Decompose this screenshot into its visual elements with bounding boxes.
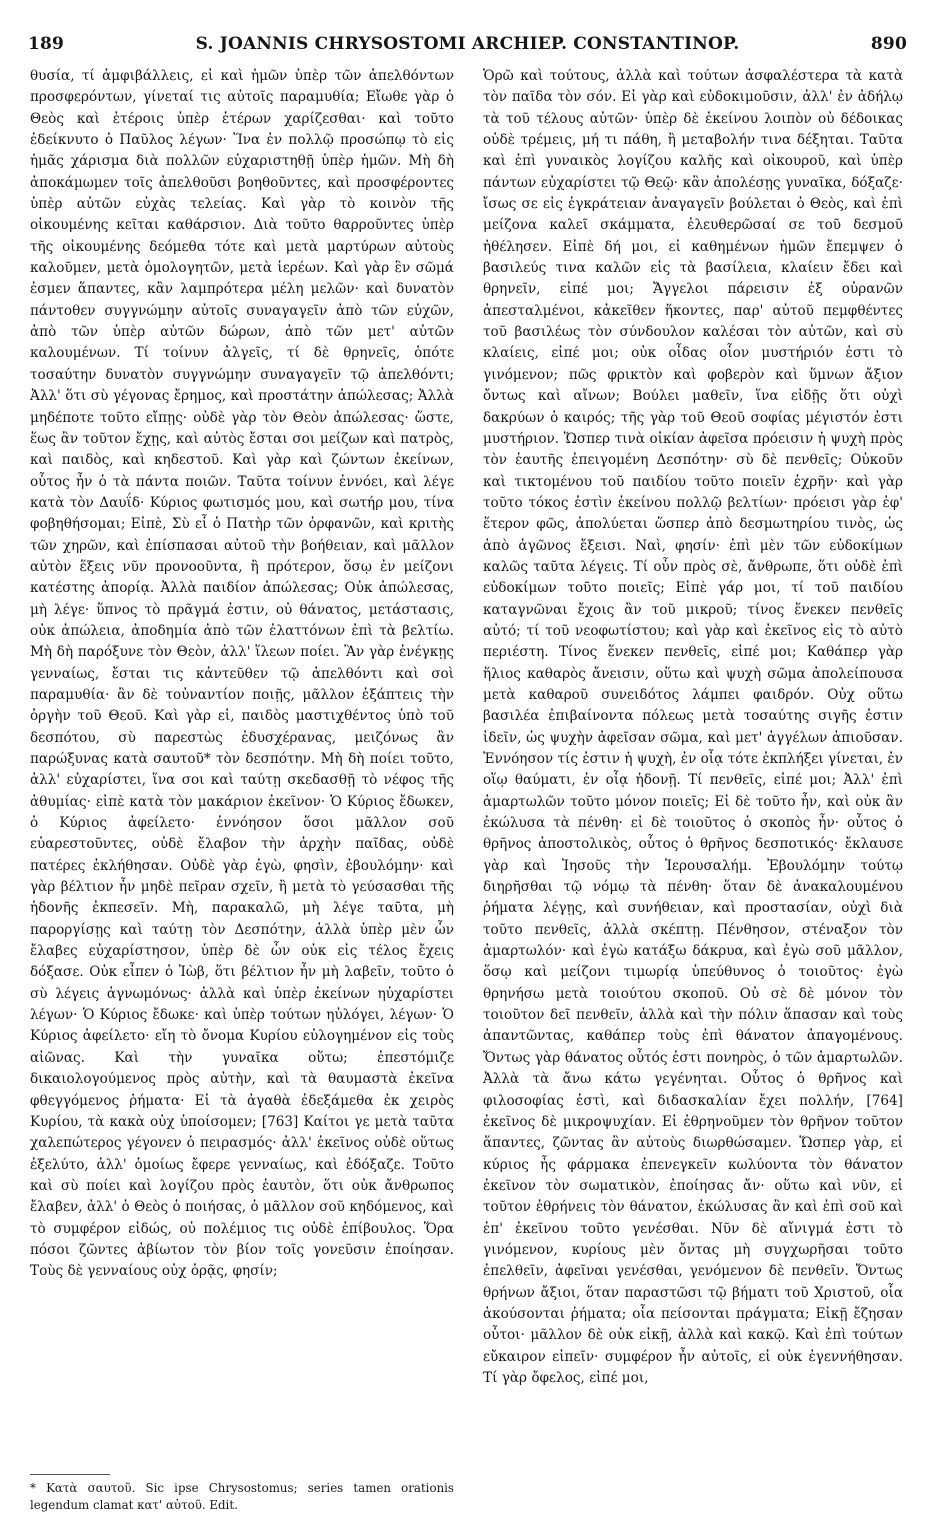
page-number-left: 189 xyxy=(28,34,65,54)
left-column-paragraph: θυσία, τί ἀμφιβάλλεις, εἰ καὶ ἡμῶν ὑπὲρ τῶν ἀπελθόντων προσφερόντων, γίνεταί τις αὐτοῖς παραμυθία; Εἴωθε γὰρ ὁ Θεὸς καὶ ἑτέροις ὑπὲρ ἑτέρων χαρίζεσθαι· καὶ τοῦτο ἐδείκνυτο ὁ Παῦλος λέγων· Ἵνα ἐν πολλῷ προσώπῳ τὸ εἰς ἡμᾶς χάρισμα διὰ πολλῶν εὐχαριστηθῇ ὑπὲρ ἡμῶν. Μὴ δὴ ἀποκάμωμεν τοῖς ἀπελθοῦσι βοηθοῦντες, καὶ προσφέροντες ὑπὲρ αὐτῶν εὐχὰς τελείας. Καὶ γὰρ τὸ κοινὸν τῆς οἰκουμένης κεῖται καθάρσιον. Διὰ τοῦτο θαρροῦντες ὑπὲρ τῆς οἰκουμένης δεόμεθα τότε καὶ μετὰ μαρτύρων αὐτοὺς καλοῦμεν, μετὰ ὁμολογητῶν, μετὰ ἱερέων. Καὶ γὰρ ἓν σῶμά ἐσμεν ἅπαντες, κἂν λαμπρότερα μέλη μελῶν· καὶ δυνατὸν πάντοθεν συγγνώμην αὐτοῖς συναγαγεῖν ἀπὸ τῶν εὐχῶν, ἀπὸ τῶν ὑπὲρ αὐτῶν δώρων, ἀπὸ τῶν μετ' αὐτῶν καλουμένων. Τί τοίνυν ἀλγεῖς, τί δὲ θρηνεῖς, ὁπότε τοσαύτην δυνατὸν συγγνώμην συναγαγεῖν τῷ ἀπελθόντι; Ἀλλ' ὅτι σὺ γέγονας ἔρημος, καὶ προστάτην ἀπώλεσας; Ἀλλὰ μηδέποτε τοῦτο εἴπῃς· οὐδὲ γὰρ τὸν Θεὸν ἀπώλεσας· ὥστε, ἕως ἂν τοῦτον ἔχῃς, καὶ αὐτὸς ἔσται σοι μείζων καὶ πατρὸς, καὶ παιδὸς, καὶ κηδεστοῦ. Καὶ γὰρ καὶ ζώντων ἐκείνων, οὗτος ἦν ὁ τὰ πάντα ποιῶν. Ταῦτα τοίνυν ἐννόει, καὶ λέγε κατὰ τὸν Δαυΐδ· Κύριος φωτισμός μου, καὶ σωτήρ μου, τίνα φοβηθήσομαι; Εἰπὲ, Σὺ εἶ ὁ Πατὴρ τῶν ὀρφανῶν, καὶ κριτὴς τῶν χηρῶν, καὶ ἐπίσπασαι αὐτοῦ τὴν βοήθειαν, καὶ μᾶλλον αὐτὸν ἕξεις νῦν προνοοῦντα, ἢ πρότερον, ὅσῳ ἐν μείζονι κατέστης ἀπορίᾳ. Ἀλλὰ παιδίον ἀπώλεσας; Οὐκ ἀπώλεσας, μὴ λέγε· ὕπνος τὸ πρᾶγμά ἐστιν, οὐ θάνατος, μετάστασις, οὐκ ἀπώλεια, ἀποδημία ἀπὸ τῶν ἐλαττόνων ἐπὶ τὰ βελτίω. Μὴ δὴ παρόξυνε τὸν Θεὸν, ἀλλ' ἵλεων ποίει. Ἂν γὰρ ἐνέγκῃς γενναίως, ἔσται τις κἀντεῦθεν τῷ ἀπελθόντι καὶ σοὶ παραμυθία· ἂν δὲ τοὐναντίον ποιῇς, μᾶλλον ἐξάπτεις τὴν ὀργὴν τοῦ Θεοῦ. Καὶ γὰρ εἰ, παιδὸς μαστιχθέντος ὑπὸ τοῦ δεσπότου, σὺ παρεστὼς ἐδυσχέρανας, μειζόνως ἂν παρώξυνας κατὰ σαυτοῦ* τὸν δεσπότην. Μὴ δὴ ποίει τοῦτο, ἀλλ' εὐχαρίστει, ἵνα σοι καὶ ταύτῃ σκεδασθῇ τὸ νέφος τῆς ἀθυμίας· εἰπὲ κατὰ τὸν μακάριον ἐκεῖνον· Ὁ Κύριος ἔδωκεν, ὁ Κύριος ἀφείλετο· ἐννόησον ὅσοι μᾶλλον σοῦ εὐαρεστοῦντες, οὐδὲ ἔλαβον τὴν ἀρχὴν παῖδας, οὐδὲ πατέρες ἐκλήθησαν. Οὐδὲ γὰρ ἐγὼ, φησὶν, ἐβουλόμην· καὶ γὰρ βέλτιον ἦν μηδὲ πεῖραν σχεῖν, ἢ μετὰ τὸ γεύσασθαι τῆς ἡδονῆς ἐκπεσεῖν. Μὴ, παρακαλῶ, μὴ λέγε ταῦτα, μὴ παροργίσῃς καὶ ταύτῃ τὸν Δεσπότην, ἀλλὰ ὑπὲρ μὲν ὧν ἔλαβες εὐχαρίστησον, ὑπὲρ δὲ ὧν οὐκ εἰς τέλος ἔχεις δόξασε. Οὐκ εἶπεν ὁ Ἰὼβ, ὅτι βέλτιον ἦν μὴ λαβεῖν, τοῦτο ὁ σὺ λέγεις ἀγνωμόνως· ἀλλὰ καὶ ὑπὲρ ἐκείνων ηὐχαρίστει λέγων· Ὁ Κύριος ἔδωκε· καὶ ὑπὲρ τούτων ηὐλόγει, λέγων· Ὁ Κύριος ἀφείλετο· εἴη τὸ ὄνομα Κυρίου εὐλογημένον εἰς τοὺς αἰῶνας. Καὶ τὴν γυναῖκα οὕτω; ἐπεστόμιζε δικαιολογούμενος πρὸς αὐτὴν, καὶ τὰ θαυμαστὰ ἐκεῖνα φθεγγόμενος ῥήματα· Εἰ τὰ ἀγαθὰ ἐδεξάμεθα ἐκ χειρὸς Κυρίου, τὰ κακὰ οὐχ ὑποίσομεν; [763] Καίτοι γε μετὰ ταῦτα χαλεπώτερος γέγονεν ὁ πειρασμός· ἀλλ' ἐκεῖνος οὐδὲ οὕτως ἐξελύτο, ἀλλ' ὁμοίως ἔφερε γενναίως, καὶ ἐδόξαζε. Τοῦτο καὶ σὺ ποίει καὶ λογίζου πρὸς ἑαυτὸν, ὅτι οὐκ ἄνθρωπος ἔλαβεν, ἀλλ' ὁ Θεὸς ὁ ποιήσας, ὁ μᾶλλον σοῦ κηδόμενος, καὶ τὸ συμφέρον εἰδώς, οὐ πολέμιος τις οὐδὲ ἐπίβουλος. Ὅρα πόσοι ζῶντες ἀβίωτον τὸν βίον τοῖς γονεῦσιν ἐποίησαν. Τοὺς δὲ γενναίους οὐχ ὁρᾷς, φησίν; xyxy=(30,68,454,1280)
page-number-right: 890 xyxy=(870,34,907,54)
running-header xyxy=(28,34,907,58)
footnote-divider xyxy=(30,1474,110,1475)
right-text-column xyxy=(483,66,903,1389)
right-column-paragraph: Ὁρῶ καὶ τούτους, ἀλλὰ καὶ τούτων ἀσφαλέστερα τὰ κατὰ τὸν παῖδα τὸν σόν. Εἰ γὰρ καὶ εὐδοκιμοῦσιν, ἀλλ' ἐν ἀδήλῳ τὰ τοῦ τέλους αὐτῶν· ὑπὲρ δὲ ἐκείνου λοιπὸν οὐ δέδοικας οὐδὲ τρέμεις, μή τι πάθη, ἢ μεταβολήν τινα δέξηται. Ταῦτα καὶ ἐπὶ γυναικὸς λογίζου καλῆς καὶ οἰκουροῦ, καὶ ὑπὲρ πάντων εὐχαρίστει τῷ Θεῷ· κἂν ἀπολέσῃς γυναῖκα, δόξαζε· ἴσως σε εἰς ἐγκράτειαν ἀναγαγεῖν βούλεται ὁ Θεὸς, καὶ ἐπὶ μείζονα καλεῖ σκάμματα, ἐλευθερῶσαί σε τοῦ δεσμοῦ ἠθέλησεν. Εἰπὲ δή μοι, εἰ καθημένων ἡμῶν ἔπεμψεν ὁ βασιλεύς τινα καλῶν εἰς τὰ βασίλεια, κλαίειν ἔδει καὶ θρηνεῖν, εἰπέ μοι; Ἄγγελοι πάρεισιν ἐξ οὐρανῶν ἀπεσταλμένοι, κἀκεῖθεν ἥκοντες, παρ' αὐτοῦ πεμφθέντες τοῦ βασιλέως τὸν σύνδουλον καλέσαι τὸν αὐτῶν, καὶ σὺ κλαίεις, εἰπέ μοι; οὐκ οἶδας οἷον μυστήριόν ἐστι τὸ γινόμενον; πῶς φρικτὸν καὶ φοβερὸν καὶ ὕμνων ἄξιον ὄντως καὶ αἴνων; Βούλει μαθεῖν, ἵνα εἰδῇς ὅτι οὐχὶ δακρύων ὁ καιρός; τῆς γὰρ τοῦ Θεοῦ σοφίας μέγιστόν ἐστι μυστήριον. Ὥσπερ τινὰ οἰκίαν ἀφεῖσα πρόεισιν ἡ ψυχὴ πρὸς τὸν ἑαυτῆς ἐπειγομένη Δεσπότην· σὺ δὲ πενθεῖς; Οὐκοῦν καὶ τικτομένου τοῦ παιδίου τοῦτο ποιεῖν ἐχρῆν· καὶ γὰρ τοῦτο τόκος ἐστὶν ἐκείνου πολλῷ βελτίων· πρόεισι γὰρ ἐφ' ἕτερον φῶς, ἀπολύεται ὥσπερ ἀπὸ δεσμωτηρίου τινὸς, ὡς ἀπὸ ἀγῶνος ἔξεισι. Ναὶ, φησίν· ἐπὶ μὲν τῶν εὐδοκίμων καλῶς ταῦτα λέγεις. Τί οὖν πρὸς σὲ, ἄνθρωπε, ὅτι οὐδὲ ἐπὶ εὐδοκίμων τοῦτο ποιεῖς; Εἰπὲ γάρ μοι, τί τοῦ παιδίου καταγνῶναι ἔχοις ἂν τοῦ μικροῦ; τίνος ἕνεκεν πενθεῖς αὐτό; τί τοῦ νεοφωτίστου; καὶ γὰρ καὶ ἐκεῖνος εἰς τὸ αὐτὸ περιέστη. Τίνος ἕνεκεν πενθεῖς, εἰπέ μοι; Καθάπερ γὰρ ἥλιος καθαρὸς ἄνεισιν, οὕτω καὶ ψυχὴ σῶμα ἀπολείπουσα μετὰ καθαροῦ συνειδότος λάμπει φαιδρόν. Οὐχ οὕτω βασιλέα ἐπιβαίνοντα πόλεως μετὰ τοσαύτης σιγῆς ἐστιν ἰδεῖν, ὡς ψυχὴν ἀφεῖσαν σῶμα, καὶ μετ' ἀγγέλων ἀπιοῦσαν. Ἐννόησον τίς ἐστιν ἡ ψυχὴ, ἐν οἷᾳ τότε ἐκπλήξει γίνεται, ἐν οἵῳ θαύματι, ἐν οἷᾳ ἡδονῇ. Τί πενθεῖς, εἰπέ μοι; Ἀλλ' ἐπὶ ἁμαρτωλῶν τοῦτο μόνον ποιεῖς; Εἰ δὲ τοῦτο ἦν, καὶ οὐκ ἂν ἐκώλυσα τὰ πένθη· εἰ δὲ τοιοῦτος ὁ σκοπὸς ἦν· οὗτος ὁ θρῆνος ἀποστολικὸς, οὗτος ὁ θρῆνος δεσποτικός· ἔκλαυσε γὰρ καὶ Ἰησοῦς τὴν Ἱερουσαλήμ. Ἐβουλόμην τούτῳ διηρῆσθαι τῷ νόμῳ τὰ πένθη· ὅταν δὲ ἀνακαλουμένου ῥήματα λέγῃς, καὶ συνήθειαν, καὶ προστασίαν, οὐχὶ διὰ τοῦτο πενθεῖς, ἀλλὰ σκέπτῃ. Πένθησον, στέναξον τὸν ἁμαρτωλόν· καὶ ἐγὼ κατάξω δάκρυα, καὶ ἐγὼ σοῦ μᾶλλον, ὅσῳ καὶ μείζονι τιμωρίᾳ ὑπεύθυνος ὁ τοιοῦτος· ἐγὼ θρηνήσω μετὰ τοιούτου σκοποῦ. Οὐ σὲ δὲ μόνον τὸν τοιοῦτον δεῖ πενθεῖν, ἀλλὰ καὶ τὴν πόλιν ἅπασαν καὶ τοὺς ἀπαντῶντας, καθάπερ τοὺς ἐπὶ θάνατον ἀπαγομένους. Ὄντως γὰρ θάνατος οὗτός ἐστι πονηρὸς, ὁ τῶν ἁμαρτωλῶν. Ἀλλὰ τὰ ἄνω κάτω γεγένηται. Οὗτος ὁ θρῆνος καὶ φιλοσοφίας ἐστὶ, καὶ διδασκαλίαν ἔχει πολλήν, [764] ἐκεῖνος δὲ μικροψυχίαν. Εἰ ἐθρηνοῦμεν τὸν θρῆνον τοῦτον ἅπαντες, ζῶντας ἂν αὐτοὺς διωρθώσαμεν. Ὥσπερ γὰρ, εἰ κύριος ἦς φάρμακα ἐπενεγκεῖν κωλύοντα τὸν θάνατον ἐκεῖνον τὸν σωματικὸν, ἐποίησας ἄν· οὕτω καὶ νῦν, εἰ τοῦτον ἐθρήνεις τὸν θάνατον, ἐκώλυσας ἂν καὶ ἐπὶ σοῦ καὶ ἐπ' ἐκεῖνου τοῦτο γενέσθαι. Νῦν δὲ αἴνιγμά ἐστι τὸ γινόμενον, κυρίους μὲν ὄντας μὴ συγχωρῆσαι τοῦτο ἐπελθεῖν, ἀφεῖναι γενέσθαι, γενόμενον δὲ πενθεῖν. Ὄντως θρήνων ἄξιοι, ὅταν παραστῶσι τῷ βήματι τοῦ Χριστοῦ, οἷα ἀκούσονται ῥήματα; οἷα πείσονται πράγματα; Εἰκῇ ἔζησαν οὗτοι· μᾶλλον δὲ οὐκ εἰκῇ, ἀλλὰ καὶ κακῷ. Καὶ ἐπὶ τούτων εὔκαιρον εἰπεῖν· συμφέρον ἦν αὐτοῖς, εἰ οὐκ ἐγεννήθησαν. Τί γὰρ ὄφελος, εἰπέ μοι, xyxy=(483,68,903,1386)
running-head-title: S. JOANNIS CHRYSOSTOMI ARCHIEP. CONSTANTINOP. xyxy=(195,34,740,54)
left-text-column xyxy=(30,66,454,1283)
footnote: * Κατὰ σαυτοῦ. Sic ipse Chrysostomus; series tamen orationis legendum clamat κατ' αὐτοῦ. Edit. xyxy=(30,1481,454,1512)
